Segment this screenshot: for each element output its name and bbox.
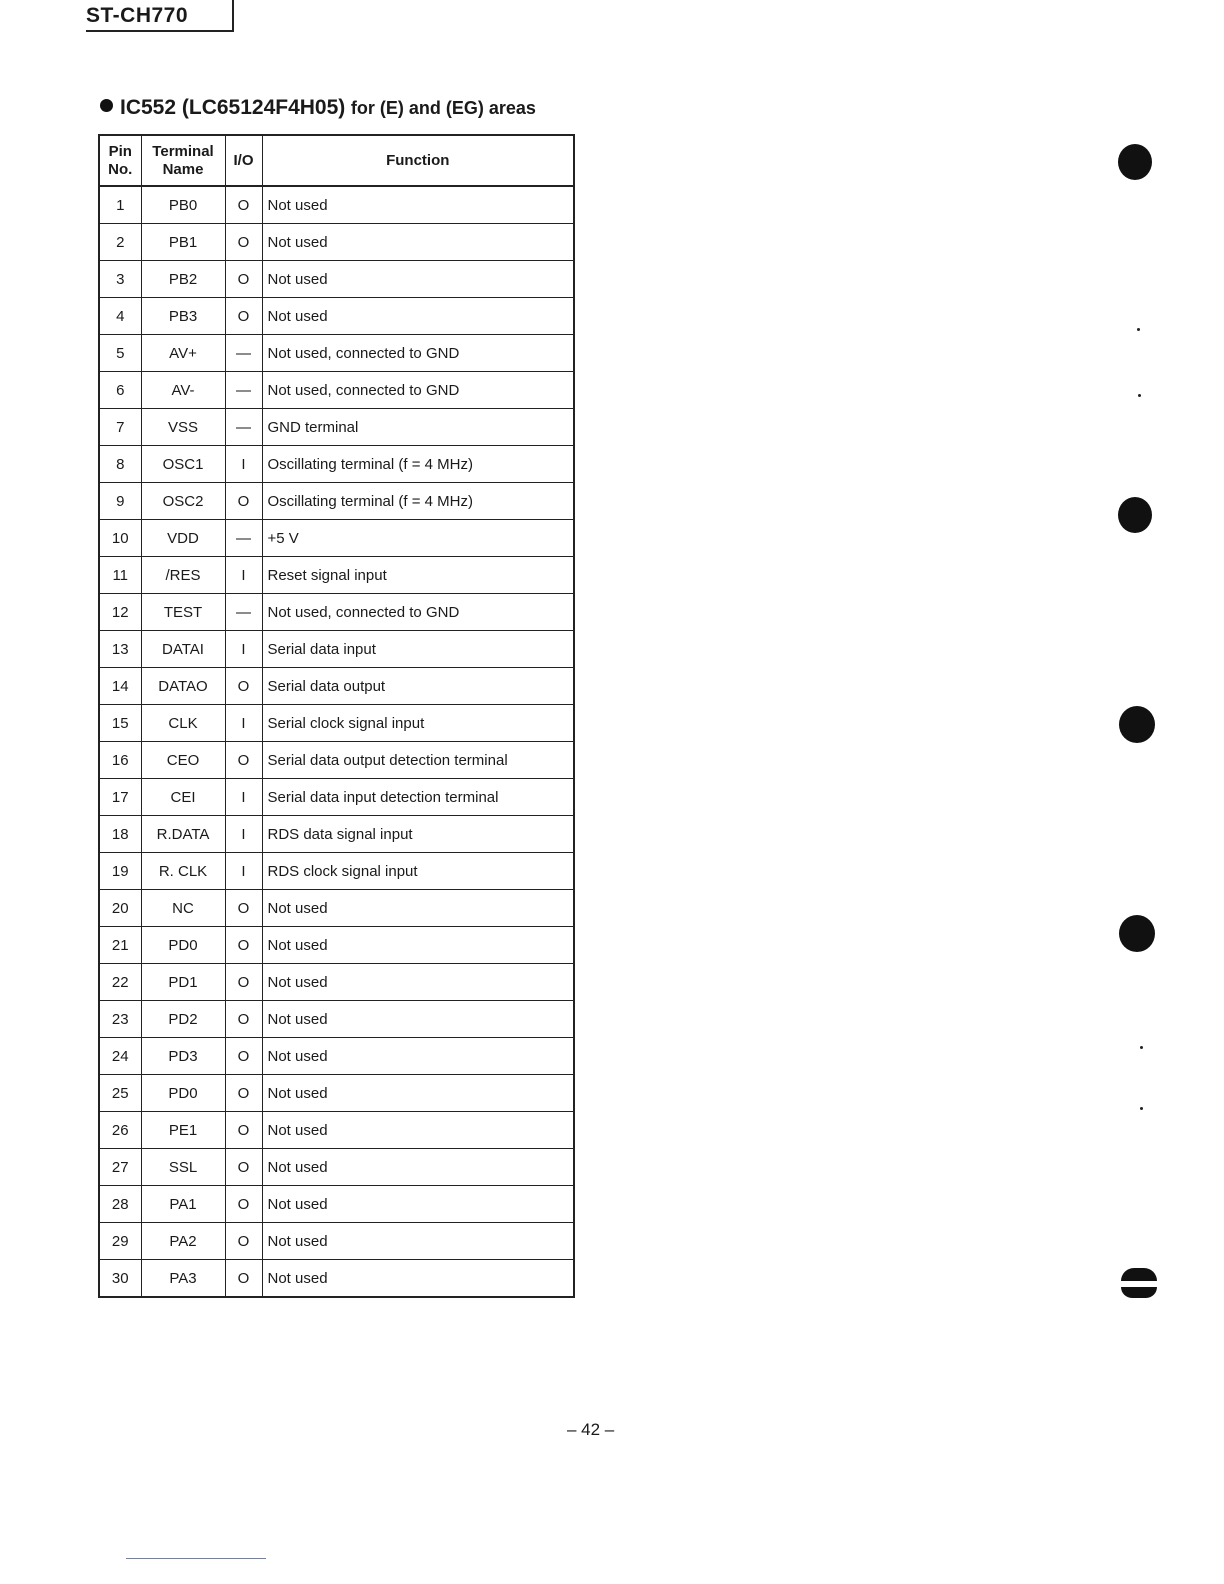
table-row [99, 816, 574, 853]
io-cell: O [225, 483, 262, 520]
function-cell: Not used [262, 1001, 574, 1038]
pin-number-cell: 11 [99, 557, 141, 594]
table-row [99, 1038, 574, 1075]
terminal-name-cell: NC [141, 890, 225, 927]
io-cell: O [225, 742, 262, 779]
function-cell: Serial data output [262, 668, 574, 705]
io-cell: O [225, 1001, 262, 1038]
function-cell: Serial clock signal input [262, 705, 574, 742]
function-cell: Not used [262, 890, 574, 927]
pin-number-cell: 1 [99, 186, 141, 224]
function-cell: Not used [262, 1223, 574, 1260]
function-cell: Not used [262, 298, 574, 335]
model-number: ST-CH770 [86, 4, 189, 27]
terminal-name-cell: PE1 [141, 1112, 225, 1149]
pin-number-cell: 5 [99, 335, 141, 372]
pin-number-cell: 20 [99, 890, 141, 927]
function-cell: +5 V [262, 520, 574, 557]
terminal-name-cell: OSC1 [141, 446, 225, 483]
terminal-name-cell: PD3 [141, 1038, 225, 1075]
terminal-name-cell: PB3 [141, 298, 225, 335]
terminal-name-cell: PB2 [141, 261, 225, 298]
pin-number-cell: 9 [99, 483, 141, 520]
io-cell: I [225, 631, 262, 668]
terminal-name-cell: CLK [141, 705, 225, 742]
io-cell: O [225, 1149, 262, 1186]
terminal-name-cell: PD1 [141, 964, 225, 1001]
function-cell: Oscillating terminal (f = 4 MHz) [262, 483, 574, 520]
io-cell: O [225, 1038, 262, 1075]
pin-number-cell: 25 [99, 1075, 141, 1112]
function-cell: Not used [262, 186, 574, 224]
binding-hole-mark-split [1121, 1268, 1157, 1298]
io-cell: I [225, 557, 262, 594]
function-cell: Reset signal input [262, 557, 574, 594]
io-cell: O [225, 927, 262, 964]
function-cell: Not used, connected to GND [262, 335, 574, 372]
pin-number-cell: 17 [99, 779, 141, 816]
bullet-icon [100, 99, 113, 112]
terminal-name-cell: PD2 [141, 1001, 225, 1038]
table-row [99, 1112, 574, 1149]
terminal-name-cell: R. CLK [141, 853, 225, 890]
pin-number-cell: 30 [99, 1260, 141, 1298]
table-row [99, 594, 574, 631]
pin-function-table [98, 134, 575, 1298]
section-title-main: IC552 (LC65124F4H05) [120, 96, 346, 119]
terminal-name-cell: DATAI [141, 631, 225, 668]
header-pin-no: Pin No. [99, 135, 141, 186]
scan-edge-line [126, 1558, 266, 1559]
terminal-name-cell: PB0 [141, 186, 225, 224]
io-cell: O [225, 224, 262, 261]
pin-number-cell: 16 [99, 742, 141, 779]
pin-number-cell: 21 [99, 927, 141, 964]
table-row [99, 631, 574, 668]
terminal-name-cell: /RES [141, 557, 225, 594]
pin-number-cell: 28 [99, 1186, 141, 1223]
pin-number-cell: 29 [99, 1223, 141, 1260]
table-row [99, 298, 574, 335]
function-cell: Not used [262, 1260, 574, 1298]
table-row [99, 557, 574, 594]
table-row [99, 261, 574, 298]
io-cell: O [225, 1075, 262, 1112]
function-cell: Not used [262, 927, 574, 964]
table-row [99, 668, 574, 705]
function-cell: Not used, connected to GND [262, 594, 574, 631]
terminal-name-cell: R.DATA [141, 816, 225, 853]
io-cell: I [225, 816, 262, 853]
scan-speck [1137, 328, 1140, 331]
table-row [99, 409, 574, 446]
pin-number-cell: 24 [99, 1038, 141, 1075]
terminal-name-cell: TEST [141, 594, 225, 631]
header-io: I/O [225, 135, 262, 186]
table-row [99, 372, 574, 409]
pin-number-cell: 6 [99, 372, 141, 409]
pin-number-cell: 27 [99, 1149, 141, 1186]
function-cell: Not used, connected to GND [262, 372, 574, 409]
table-row [99, 186, 574, 224]
function-cell: Oscillating terminal (f = 4 MHz) [262, 446, 574, 483]
function-cell: Serial data output detection terminal [262, 742, 574, 779]
table-row [99, 1001, 574, 1038]
function-cell: Not used [262, 1038, 574, 1075]
page-number: – 42 – [567, 1420, 615, 1439]
table-row [99, 1186, 574, 1223]
terminal-name-cell: CEO [141, 742, 225, 779]
pin-number-cell: 4 [99, 298, 141, 335]
pin-number-cell: 3 [99, 261, 141, 298]
model-header-box [86, 0, 234, 32]
table-body [99, 186, 574, 1297]
function-cell: RDS data signal input [262, 816, 574, 853]
terminal-name-cell: VDD [141, 520, 225, 557]
section-title-sub: for (E) and (EG) areas [350, 98, 536, 118]
io-cell: — [225, 594, 262, 631]
io-cell: O [225, 1112, 262, 1149]
terminal-name-cell: PD0 [141, 1075, 225, 1112]
terminal-name-cell: SSL [141, 1149, 225, 1186]
table-row [99, 742, 574, 779]
function-cell: Not used [262, 1186, 574, 1223]
io-cell: O [225, 1223, 262, 1260]
table-row [99, 890, 574, 927]
terminal-name-cell: VSS [141, 409, 225, 446]
section-title [100, 96, 536, 120]
table-row [99, 964, 574, 1001]
table-row [99, 224, 574, 261]
function-cell: Serial data input detection terminal [262, 779, 574, 816]
pin-number-cell: 12 [99, 594, 141, 631]
pin-number-cell: 13 [99, 631, 141, 668]
terminal-name-cell: PA1 [141, 1186, 225, 1223]
table-row [99, 853, 574, 890]
scan-speck [1140, 1107, 1143, 1110]
function-cell: Not used [262, 1112, 574, 1149]
io-cell: I [225, 705, 262, 742]
table-row [99, 779, 574, 816]
io-cell: I [225, 779, 262, 816]
table-row [99, 927, 574, 964]
pin-number-cell: 15 [99, 705, 141, 742]
io-cell: O [225, 298, 262, 335]
binding-hole-mark [1119, 915, 1155, 952]
function-cell: RDS clock signal input [262, 853, 574, 890]
terminal-name-cell: AV- [141, 372, 225, 409]
table-row [99, 1260, 574, 1298]
pin-number-cell: 14 [99, 668, 141, 705]
terminal-name-cell: PA3 [141, 1260, 225, 1298]
function-cell: Not used [262, 1075, 574, 1112]
io-cell: O [225, 668, 262, 705]
io-cell: I [225, 853, 262, 890]
table-header-row [99, 135, 574, 186]
binding-hole-mark [1118, 144, 1152, 180]
table-row [99, 483, 574, 520]
terminal-name-cell: CEI [141, 779, 225, 816]
pin-number-cell: 7 [99, 409, 141, 446]
function-cell: Not used [262, 964, 574, 1001]
pin-number-cell: 22 [99, 964, 141, 1001]
io-cell: I [225, 446, 262, 483]
terminal-name-cell: AV+ [141, 335, 225, 372]
binding-hole-mark [1118, 497, 1152, 533]
table-row [99, 335, 574, 372]
io-cell: O [225, 261, 262, 298]
io-cell: O [225, 890, 262, 927]
terminal-name-cell: PB1 [141, 224, 225, 261]
terminal-name-cell: PD0 [141, 927, 225, 964]
pin-number-cell: 23 [99, 1001, 141, 1038]
binding-hole-mark [1119, 706, 1155, 743]
scan-speck [1138, 394, 1141, 397]
pin-number-cell: 2 [99, 224, 141, 261]
function-cell: Serial data input [262, 631, 574, 668]
table-row [99, 1075, 574, 1112]
header-function: Function [262, 135, 574, 186]
io-cell: O [225, 964, 262, 1001]
io-cell: O [225, 186, 262, 224]
scan-speck [1140, 1046, 1143, 1049]
io-cell: — [225, 520, 262, 557]
function-cell: Not used [262, 224, 574, 261]
pin-number-cell: 18 [99, 816, 141, 853]
pin-number-cell: 19 [99, 853, 141, 890]
io-cell: — [225, 372, 262, 409]
terminal-name-cell: OSC2 [141, 483, 225, 520]
terminal-name-cell: PA2 [141, 1223, 225, 1260]
terminal-name-cell: DATAO [141, 668, 225, 705]
function-cell: GND terminal [262, 409, 574, 446]
table-row [99, 1223, 574, 1260]
io-cell: O [225, 1186, 262, 1223]
table-row [99, 446, 574, 483]
pin-number-cell: 8 [99, 446, 141, 483]
pin-number-cell: 26 [99, 1112, 141, 1149]
table-row [99, 705, 574, 742]
io-cell: — [225, 409, 262, 446]
function-cell: Not used [262, 261, 574, 298]
table-row [99, 1149, 574, 1186]
table-row [99, 520, 574, 557]
header-terminal-name: Terminal Name [141, 135, 225, 186]
io-cell: — [225, 335, 262, 372]
io-cell: O [225, 1260, 262, 1298]
pin-number-cell: 10 [99, 520, 141, 557]
function-cell: Not used [262, 1149, 574, 1186]
